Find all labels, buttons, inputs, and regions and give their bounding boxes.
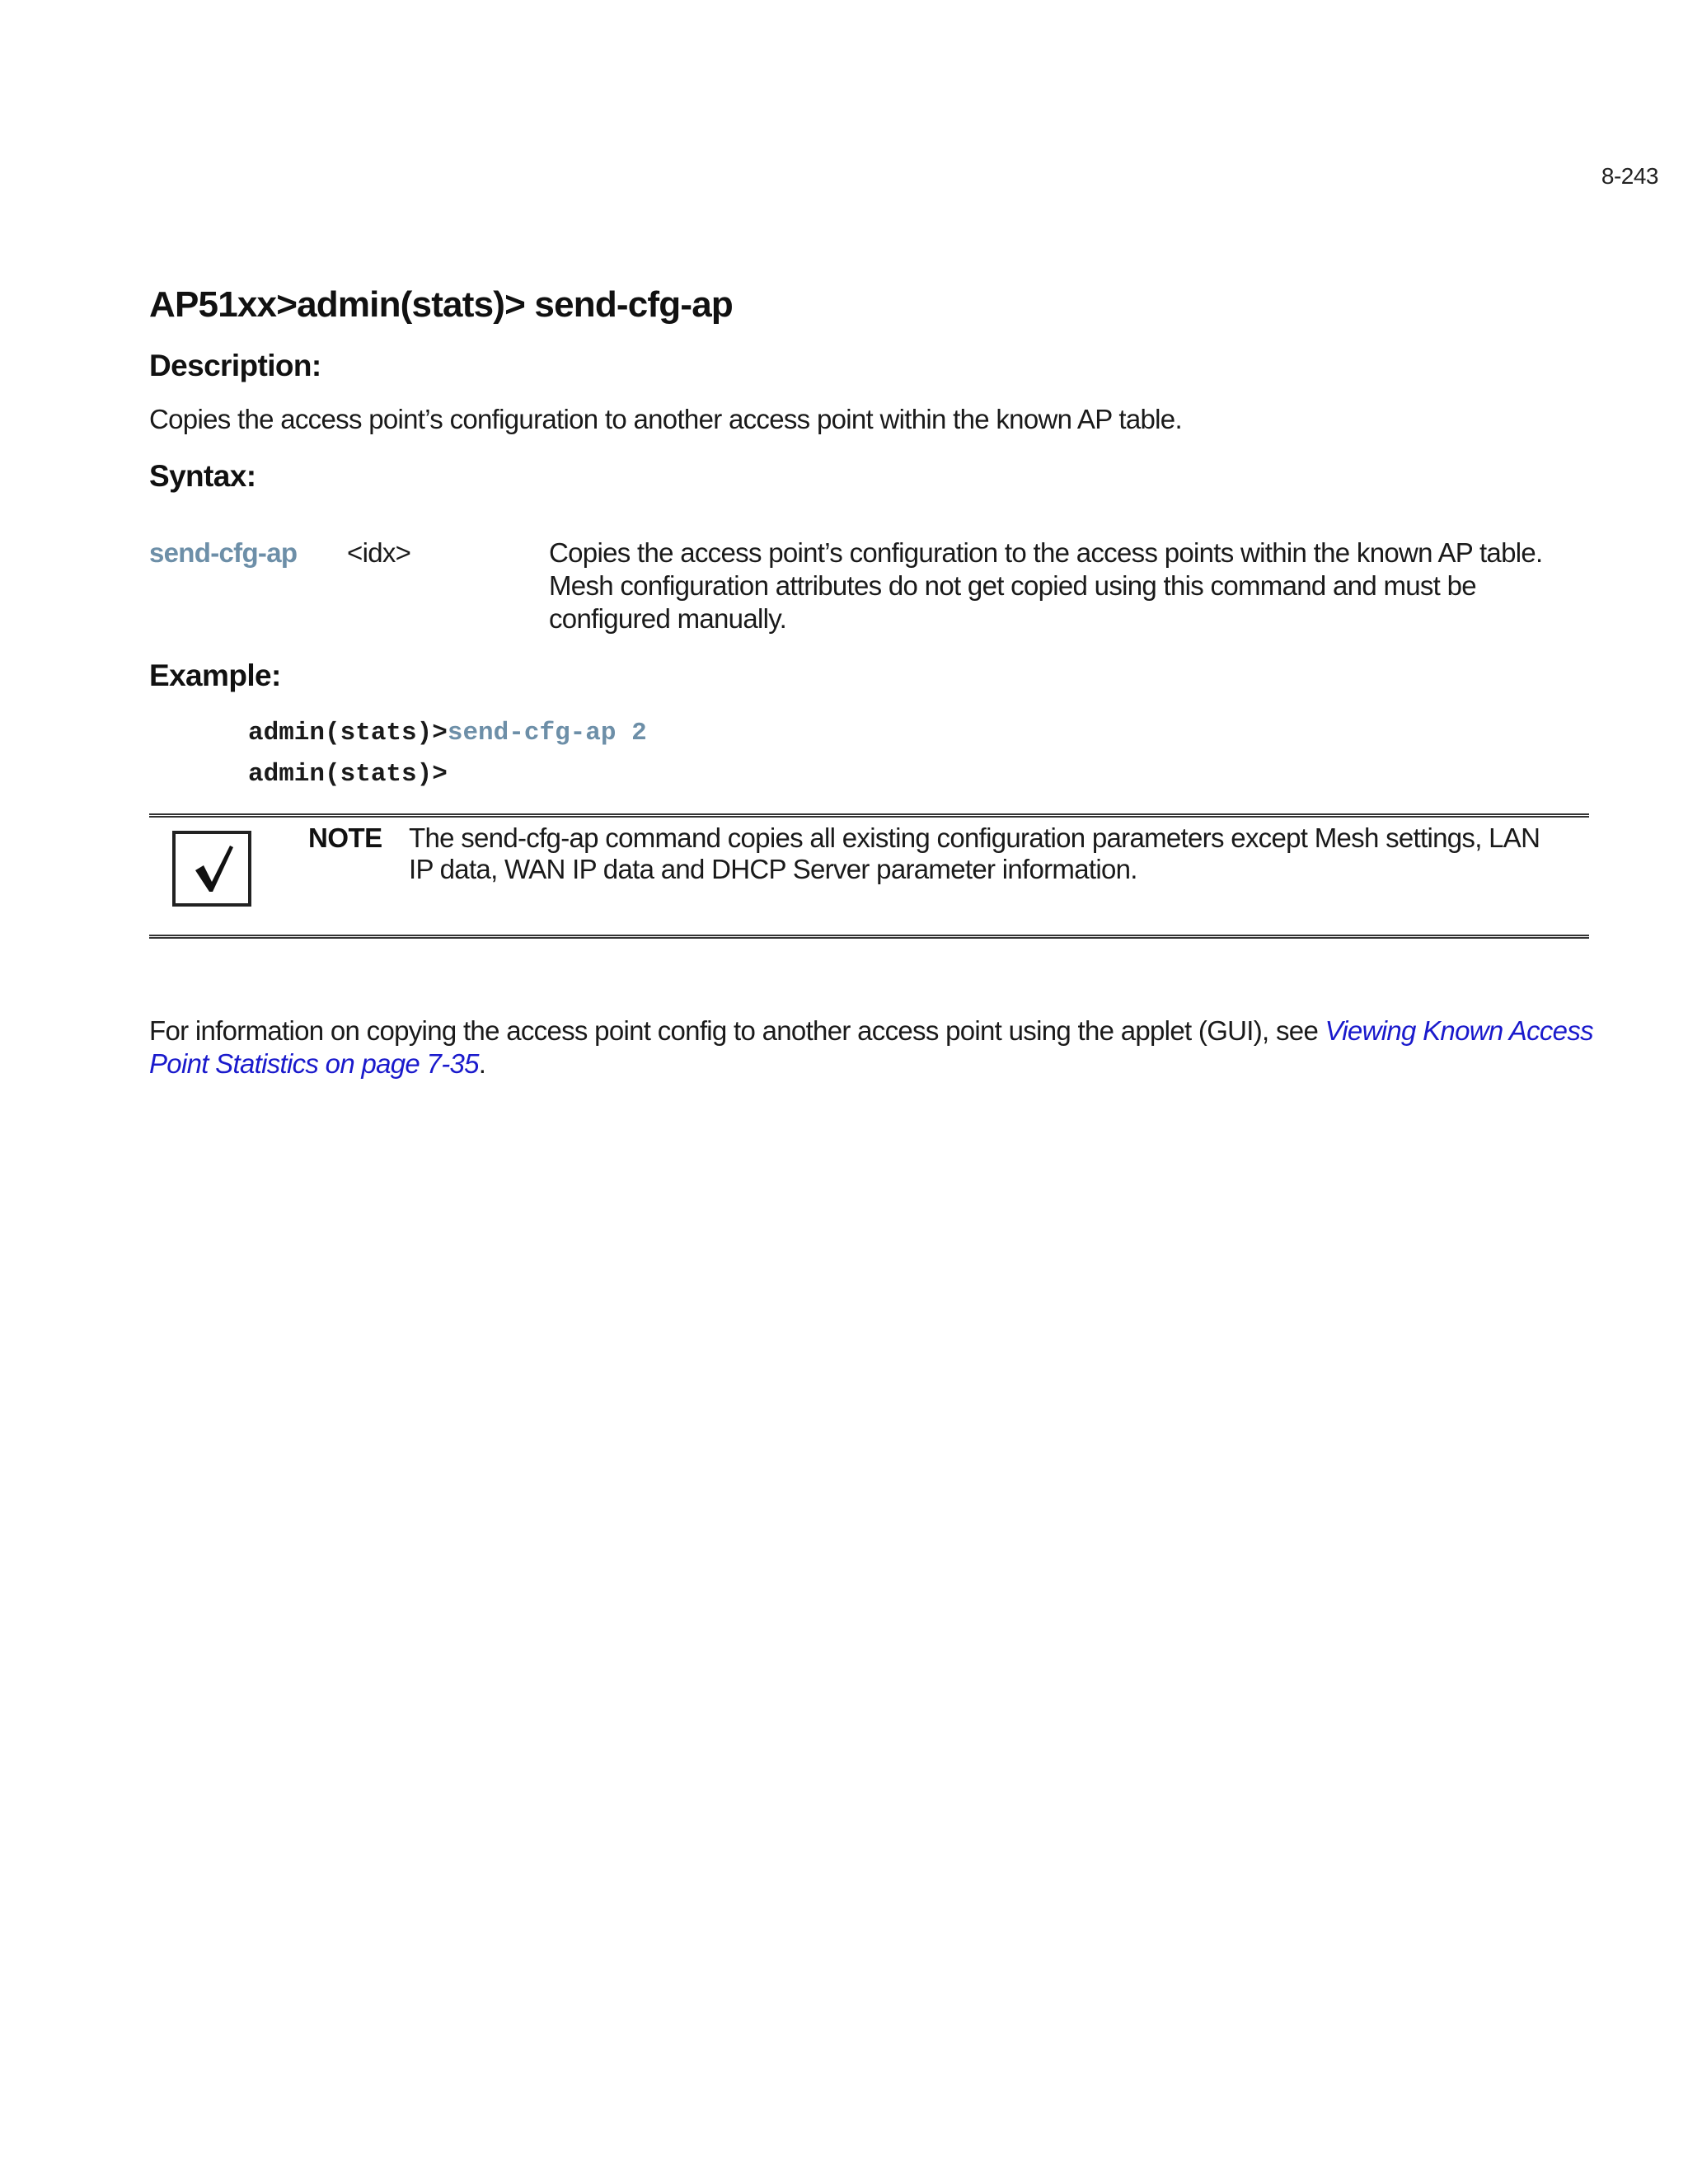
syntax-command: send-cfg-ap <box>149 537 298 568</box>
checkmark-icon <box>172 831 251 907</box>
example-heading: Example: <box>149 658 281 692</box>
syntax-description: Copies the access point’s configuration to the access points within the known AP table. Mesh configuration attributes do not get copied using this command and must be configured manually. <box>549 537 1543 634</box>
reference-link[interactable]: Viewing Known Access Point Statistics on page 7-35 <box>149 1015 1593 1079</box>
example-line <box>248 754 1600 795</box>
syntax-parameter: <idx> <box>347 537 411 568</box>
note-text: The send-cfg-ap command copies all existing configuration parameters except Mesh settings, LAN IP data, WAN IP data and DHCP Server parameter information. <box>409 823 1540 884</box>
reference-text-end: . <box>478 1048 486 1079</box>
example-prompt: admin(stats)> <box>248 719 448 748</box>
example-code-block <box>248 713 1600 795</box>
example-prompt: admin(stats)> <box>248 760 448 789</box>
command-title: AP51xx>admin(stats)> send-cfg-ap <box>149 284 733 325</box>
syntax-heading: Syntax: <box>149 459 256 493</box>
description-heading: Description: <box>149 349 321 382</box>
reference-text: For information on copying the access point config to another access point using the applet (GUI), see <box>149 1015 1325 1046</box>
example-line <box>248 713 1600 754</box>
example-input: send-cfg-ap 2 <box>447 719 647 748</box>
note-label: NOTE <box>308 823 382 853</box>
reference-paragraph <box>149 1015 1600 1080</box>
page-number: 8-243 <box>1601 163 1658 189</box>
syntax-row <box>149 537 1600 635</box>
note-box <box>149 813 1589 939</box>
page-content <box>149 284 1600 1080</box>
description-text: Copies the access point’s configuration to another access point within the known AP table. <box>149 404 1182 434</box>
